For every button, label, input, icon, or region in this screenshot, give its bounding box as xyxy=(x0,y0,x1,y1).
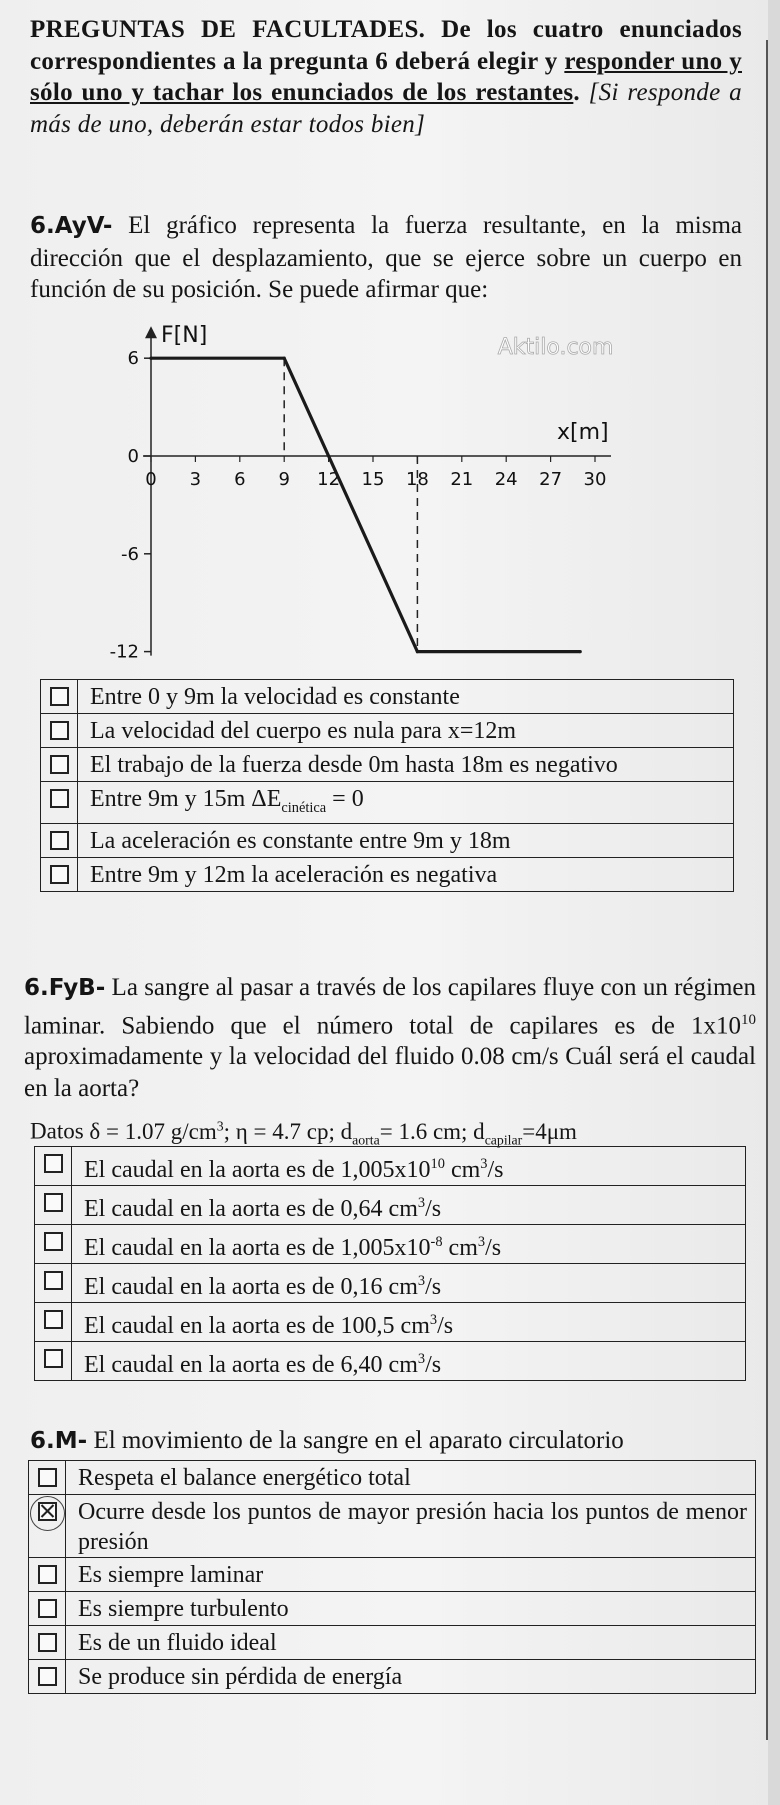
q_ayv-option-checkbox-cell[interactable] xyxy=(41,857,78,891)
option-unit-end: /s xyxy=(485,1235,502,1261)
q_fyb-option-row xyxy=(35,1303,746,1342)
y-tick-label: -12 xyxy=(109,641,139,663)
q_ayv-option-row xyxy=(41,748,734,782)
q_fyb-option-text xyxy=(72,1147,746,1186)
option-label: Se produce sin pérdida de energía xyxy=(78,1664,403,1690)
option-prefix: El caudal en la aorta es de xyxy=(84,1157,341,1183)
q_m-option-row xyxy=(29,1558,756,1592)
option-label: Entre 0 y 9m la velocidad es constante xyxy=(90,684,460,710)
question-fyb-id: 6.FyB- xyxy=(24,975,106,1001)
data-text: = 1.6 cm; d xyxy=(379,1118,485,1144)
option-unit-exponent: 3 xyxy=(417,1195,426,1211)
option-unit: cm xyxy=(394,1313,430,1339)
handwritten-circle-mark xyxy=(30,1496,65,1531)
q_m-option-row xyxy=(29,1626,756,1660)
q_ayv-option-row xyxy=(41,823,734,857)
q_fyb-option-text xyxy=(72,1342,746,1381)
option-unit-end: /s xyxy=(437,1313,454,1339)
q_ayv-option-text xyxy=(78,714,734,748)
question-ayv-statement xyxy=(30,210,742,306)
option-label: Respeta el balance energético total xyxy=(78,1465,411,1491)
question-ayv-id: 6.AyV- xyxy=(30,213,113,239)
data-label: Datos xyxy=(30,1118,84,1144)
question-fyb-exponent: 10 xyxy=(741,1011,756,1028)
data-subscript: capilar xyxy=(484,1132,523,1148)
instructions-heading xyxy=(30,14,742,140)
question-m-text: El movimiento de la sangre en el aparato circulatorio xyxy=(93,1427,624,1454)
checkbox-icon[interactable] xyxy=(50,831,69,850)
instructions-text: De los cuatro enunciados correspondientes a la pregunta 6 deberá elegir y xyxy=(30,16,742,75)
q_ayv-option-checkbox-cell[interactable] xyxy=(41,680,78,714)
q_m-option-row xyxy=(29,1592,756,1626)
q_fyb-option-row xyxy=(35,1186,746,1225)
q_ayv-option-checkbox-cell[interactable] xyxy=(41,748,78,782)
q_m-option-text xyxy=(66,1626,756,1660)
question-fyb-text-end: aproximadamente y la velocidad del fluido 0.08 cm/s Cuál será el caudal en la aorta? xyxy=(24,1043,756,1102)
question-fyb-text: La sangre al pasar a través de los capilares fluye con un régimen laminar. Sabiendo que el número total de capilares es de 1x10 xyxy=(24,974,757,1039)
checkbox-icon[interactable] xyxy=(50,789,69,808)
q_m-option-checkbox-cell[interactable] xyxy=(29,1592,66,1626)
option-value: 100,5 xyxy=(340,1313,395,1339)
q_ayv-option-checkbox-cell[interactable] xyxy=(41,823,78,857)
q_ayv-option-row xyxy=(41,680,734,714)
option-value: 0,16 xyxy=(340,1274,383,1300)
question-ayv-text: El gráfico representa la fuerza resultante, en la misma dirección que el desplazamiento, que se ejerce sobre un cuerpo en función de su posición. Se puede afirmar que: xyxy=(30,212,742,303)
option-subscript: cinética xyxy=(281,799,327,816)
q_ayv-option-text xyxy=(78,782,734,824)
x-tick-label: 27 xyxy=(539,469,563,490)
data-text: ; η = 4.7 cp; d xyxy=(223,1118,353,1144)
option-unit-exponent: 3 xyxy=(477,1234,486,1250)
option-prefix: El caudal en la aorta es de xyxy=(84,1313,341,1339)
checkbox-icon[interactable] xyxy=(44,1349,63,1368)
x-axis-label: x[m] xyxy=(557,420,609,445)
q_m-option-text xyxy=(66,1495,756,1558)
x-tick-label: 24 xyxy=(494,469,518,490)
q_fyb-option-checkbox-cell[interactable] xyxy=(35,1186,72,1225)
question-m-options xyxy=(28,1460,756,1694)
checkbox-icon[interactable] xyxy=(44,1310,63,1329)
q_ayv-option-row xyxy=(41,782,734,824)
option-prefix: El caudal en la aorta es de xyxy=(84,1352,341,1378)
checkbox-icon[interactable] xyxy=(38,1633,57,1652)
option-exponent: -8 xyxy=(430,1234,443,1250)
option-label: El trabajo de la fuerza desde 0m hasta 18m es negativo xyxy=(90,752,618,778)
checkbox-icon[interactable] xyxy=(44,1193,63,1212)
q_m-option-text xyxy=(66,1660,756,1694)
instructions-underlined: responder uno y sólo uno y tachar los enunciados de los restantes xyxy=(30,47,742,106)
checkbox-icon[interactable] xyxy=(50,865,69,884)
y-tick-label: -6 xyxy=(121,543,139,565)
question-fyb-data xyxy=(30,1118,577,1148)
q_fyb-option-row xyxy=(35,1225,746,1264)
q_fyb-option-checkbox-cell[interactable] xyxy=(35,1303,72,1342)
data-text: =4μm xyxy=(522,1118,577,1144)
q_m-option-row xyxy=(29,1660,756,1694)
q_m-option-checkbox-cell[interactable] xyxy=(29,1626,66,1660)
option-unit-end: /s xyxy=(487,1157,504,1183)
instructions-note: [Si responde a más de uno, deberán estar todos bien] xyxy=(30,79,742,138)
instructions-period: . xyxy=(573,79,580,106)
data-subscript: aorta xyxy=(352,1132,380,1148)
option-label: Es de un fluido ideal xyxy=(78,1630,277,1656)
force-series-line xyxy=(151,358,580,651)
option-unit: cm xyxy=(444,1157,481,1183)
option-label: Ocurre desde los puntos de mayor presión hacia los puntos de menor presión xyxy=(78,1499,747,1555)
option-unit: cm xyxy=(442,1235,478,1261)
q_m-option-checkbox-cell[interactable] xyxy=(29,1461,66,1495)
q_m-option-text xyxy=(66,1592,756,1626)
q_fyb-option-text xyxy=(72,1303,746,1342)
option-unit-exponent: 3 xyxy=(417,1273,426,1289)
q_ayv-option-checkbox-cell[interactable] xyxy=(41,714,78,748)
option-value: 6,40 xyxy=(340,1352,383,1378)
question-m-statement xyxy=(30,1425,760,1458)
data-point xyxy=(283,357,286,360)
data-superscript: 3 xyxy=(216,1118,224,1133)
force-position-chart xyxy=(70,308,670,678)
option-label: Es siempre turbulento xyxy=(78,1596,289,1622)
y-axis-label: F[N] xyxy=(161,323,208,349)
question-ayv-options xyxy=(40,679,734,892)
option-unit-end: /s xyxy=(425,1352,442,1378)
option-prefix: El caudal en la aorta es de xyxy=(84,1274,341,1300)
q_fyb-option-text xyxy=(72,1186,746,1225)
x-tick-label: 0 xyxy=(145,469,157,490)
checkbox-icon[interactable] xyxy=(50,755,69,774)
x-tick-label: 21 xyxy=(450,469,474,490)
instructions-lead: PREGUNTAS DE FACULTADES. xyxy=(30,16,426,43)
y-axis-arrow xyxy=(145,326,157,338)
option-unit: cm xyxy=(382,1196,418,1222)
q_fyb-option-row xyxy=(35,1264,746,1303)
checked-box-icon[interactable] xyxy=(38,1502,57,1521)
option-label: Entre 9m y 12m la aceleración es negativa xyxy=(90,861,498,888)
option-value: 1,005x10 xyxy=(340,1235,431,1261)
data-point xyxy=(416,650,419,653)
q_m-option-checkbox-cell[interactable] xyxy=(29,1495,66,1558)
q_fyb-option-checkbox-cell[interactable] xyxy=(35,1225,72,1264)
option-label: Entre 9m y 15m ΔE xyxy=(90,786,282,812)
question-m-id: 6.M- xyxy=(30,1428,88,1454)
question-fyb-options xyxy=(34,1146,746,1381)
q_ayv-option-text xyxy=(78,823,734,857)
q_fyb-option-checkbox-cell[interactable] xyxy=(35,1264,72,1303)
x-tick-label: 3 xyxy=(189,469,202,490)
q_m-option-text xyxy=(66,1558,756,1592)
checkbox-icon[interactable] xyxy=(44,1271,63,1290)
option-exponent: 10 xyxy=(430,1156,445,1172)
q_fyb-option-row xyxy=(35,1147,746,1186)
q_m-option-checkbox-cell[interactable] xyxy=(29,1660,66,1694)
option-label: Es siempre laminar xyxy=(78,1562,264,1588)
q_fyb-option-checkbox-cell[interactable] xyxy=(35,1147,72,1186)
q_m-option-text xyxy=(66,1461,756,1495)
page-right-rule xyxy=(766,40,768,1740)
data-point xyxy=(149,357,152,360)
option-unit-exponent: 3 xyxy=(480,1156,488,1172)
q_ayv-option-checkbox-cell[interactable] xyxy=(41,782,78,824)
q_ayv-option-row xyxy=(41,714,734,748)
checkbox-icon[interactable] xyxy=(38,1468,57,1487)
q_ayv-option-text xyxy=(78,748,734,782)
q_fyb-option-text xyxy=(72,1225,746,1264)
option-label-end: = 0 xyxy=(326,786,364,812)
option-value: 1,005x10 xyxy=(340,1157,431,1183)
option-prefix: El caudal en la aorta es de xyxy=(84,1235,341,1261)
checkbox-icon[interactable] xyxy=(44,1154,63,1173)
x-tick-label: 30 xyxy=(583,469,607,490)
option-unit: cm xyxy=(382,1274,418,1300)
option-unit-exponent: 3 xyxy=(417,1351,426,1367)
q_fyb-option-text xyxy=(72,1264,746,1303)
option-unit-end: /s xyxy=(425,1274,442,1300)
checkbox-icon[interactable] xyxy=(38,1565,57,1584)
q_ayv-option-text xyxy=(78,680,734,714)
checkbox-icon[interactable] xyxy=(50,687,69,706)
checkbox-icon[interactable] xyxy=(44,1232,63,1251)
data-text: δ = 1.07 g/cm xyxy=(83,1118,217,1144)
x-tick-label: 12 xyxy=(317,469,341,490)
option-value: 0,64 xyxy=(340,1196,383,1222)
q_fyb-option-row xyxy=(35,1342,746,1381)
q_ayv-option-row xyxy=(41,857,734,891)
q_m-option-row xyxy=(29,1495,756,1558)
watermark: Aktilo.com xyxy=(497,335,614,361)
option-unit-end: /s xyxy=(425,1196,442,1222)
y-tick-label: 6 xyxy=(127,348,139,370)
q_fyb-option-checkbox-cell[interactable] xyxy=(35,1342,72,1381)
x-tick-label: 15 xyxy=(361,469,385,490)
option-prefix: El caudal en la aorta es de xyxy=(84,1196,341,1222)
option-unit: cm xyxy=(382,1352,418,1378)
option-unit-exponent: 3 xyxy=(429,1312,438,1328)
option-label: La velocidad del cuerpo es nula para x=12m xyxy=(90,718,517,744)
q_m-option-row xyxy=(29,1461,756,1495)
data-point xyxy=(579,650,582,653)
x-tick-label: 9 xyxy=(278,469,290,490)
checkbox-icon[interactable] xyxy=(38,1599,57,1618)
x-tick-label: 6 xyxy=(234,469,246,490)
y-tick-label: 0 xyxy=(127,446,139,467)
question-fyb-statement xyxy=(24,972,756,1104)
checkbox-icon[interactable] xyxy=(50,721,69,740)
x-tick-label: 18 xyxy=(405,469,429,490)
option-label: La aceleración es constante entre 9m y 18m xyxy=(90,827,511,854)
q_m-option-checkbox-cell[interactable] xyxy=(29,1558,66,1592)
checkbox-icon[interactable] xyxy=(38,1667,57,1686)
q_ayv-option-text xyxy=(78,857,734,891)
